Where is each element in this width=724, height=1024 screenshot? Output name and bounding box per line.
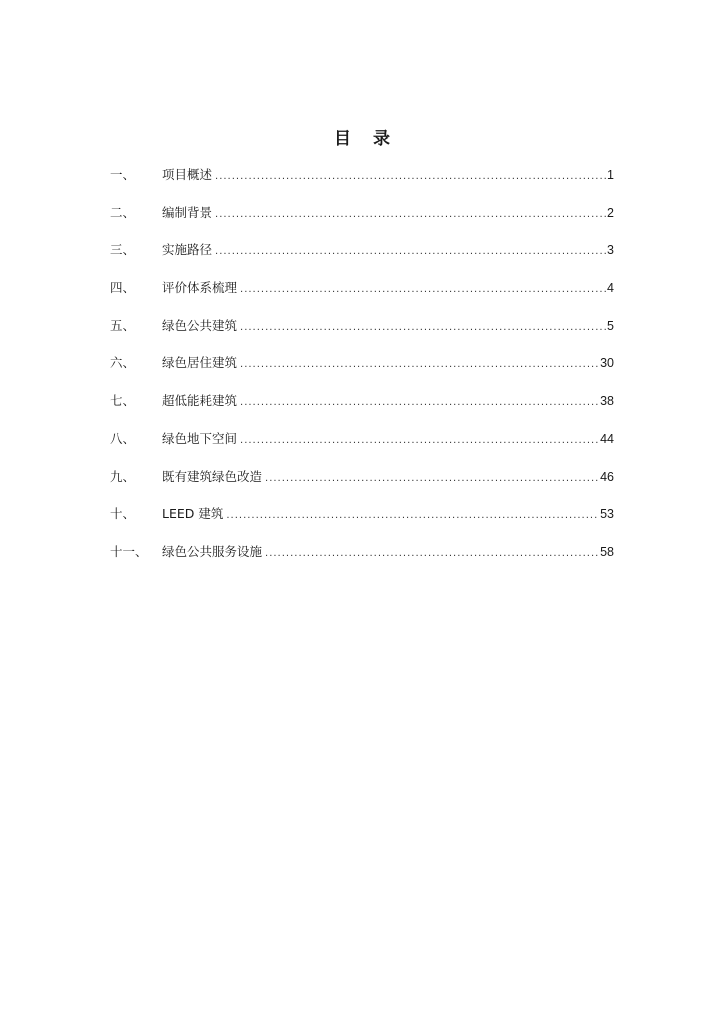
toc-entry-number: 六、 [110, 355, 136, 371]
toc-title: 目 录 [334, 129, 398, 149]
toc-entry[interactable] [110, 542, 614, 580]
toc-entry-page: 5 [607, 318, 614, 333]
toc-entry-page: 53 [600, 507, 614, 522]
toc-dot-leader [240, 359, 599, 370]
toc-entry[interactable] [110, 353, 614, 391]
toc-entry[interactable] [110, 165, 614, 203]
toc-entry[interactable] [110, 467, 614, 505]
toc-entry-label: 绿色公共建筑 [162, 317, 238, 333]
toc-entry-number: 四、 [110, 280, 136, 296]
toc-dot-leader [226, 510, 599, 521]
toc-entry[interactable] [110, 278, 614, 316]
toc-entry[interactable] [110, 240, 614, 278]
toc-dot-leader [215, 171, 606, 182]
toc-entry-page: 4 [607, 281, 614, 296]
toc-dot-leader [265, 473, 599, 484]
toc-entry[interactable] [110, 429, 614, 467]
toc-entry-label: LEED 建筑 [162, 506, 224, 522]
toc-entry-label: 绿色居住建筑 [162, 355, 238, 371]
toc-entry-page: 58 [600, 544, 614, 559]
toc-entry-number: 二、 [110, 204, 136, 220]
toc-dot-leader [240, 435, 599, 446]
toc-entry-number: 九、 [110, 468, 136, 484]
toc-dot-leader [265, 548, 599, 559]
toc-entry-label: 评价体系梳理 [162, 280, 238, 296]
toc-entry-number: 一、 [110, 167, 136, 182]
toc-entry-page: 3 [607, 243, 614, 258]
toc-entry-label: 编制背景 [162, 204, 213, 220]
toc-entry-page: 38 [600, 394, 614, 409]
toc-dot-leader [240, 284, 606, 295]
toc-entry-page: 44 [600, 431, 614, 446]
toc-entry-number: 十、 [110, 506, 136, 522]
toc-entry[interactable] [110, 203, 614, 241]
toc-entry-page: 46 [600, 469, 614, 484]
toc-entry-page: 2 [607, 205, 614, 220]
toc-entry-page: 30 [600, 356, 614, 371]
toc-entry-label: 超低能耗建筑 [162, 393, 238, 409]
toc-dot-leader [240, 397, 599, 408]
toc-entry-page: 1 [607, 168, 614, 182]
toc-dot-leader [240, 322, 606, 333]
toc-list [110, 165, 614, 580]
toc-entry-number: 七、 [110, 393, 136, 409]
toc-entry-number: 十一、 [110, 543, 148, 559]
toc-entry-number: 八、 [110, 430, 136, 446]
toc-entry[interactable] [110, 504, 614, 542]
toc-entry-number: 五、 [110, 317, 136, 333]
toc-dot-leader [215, 246, 606, 257]
toc-entry-label: 既有建筑绿色改造 [162, 468, 263, 484]
toc-entry[interactable] [110, 391, 614, 429]
toc-entry-label: 实施路径 [162, 242, 213, 258]
toc-entry-label: 绿色地下空间 [162, 430, 238, 446]
toc-entry-number: 三、 [110, 242, 136, 258]
toc-dot-leader [215, 209, 606, 220]
toc-entry[interactable] [110, 316, 614, 354]
toc-entry-label: 绿色公共服务设施 [162, 543, 263, 559]
toc-entry-label: 项目概述 [162, 167, 213, 182]
